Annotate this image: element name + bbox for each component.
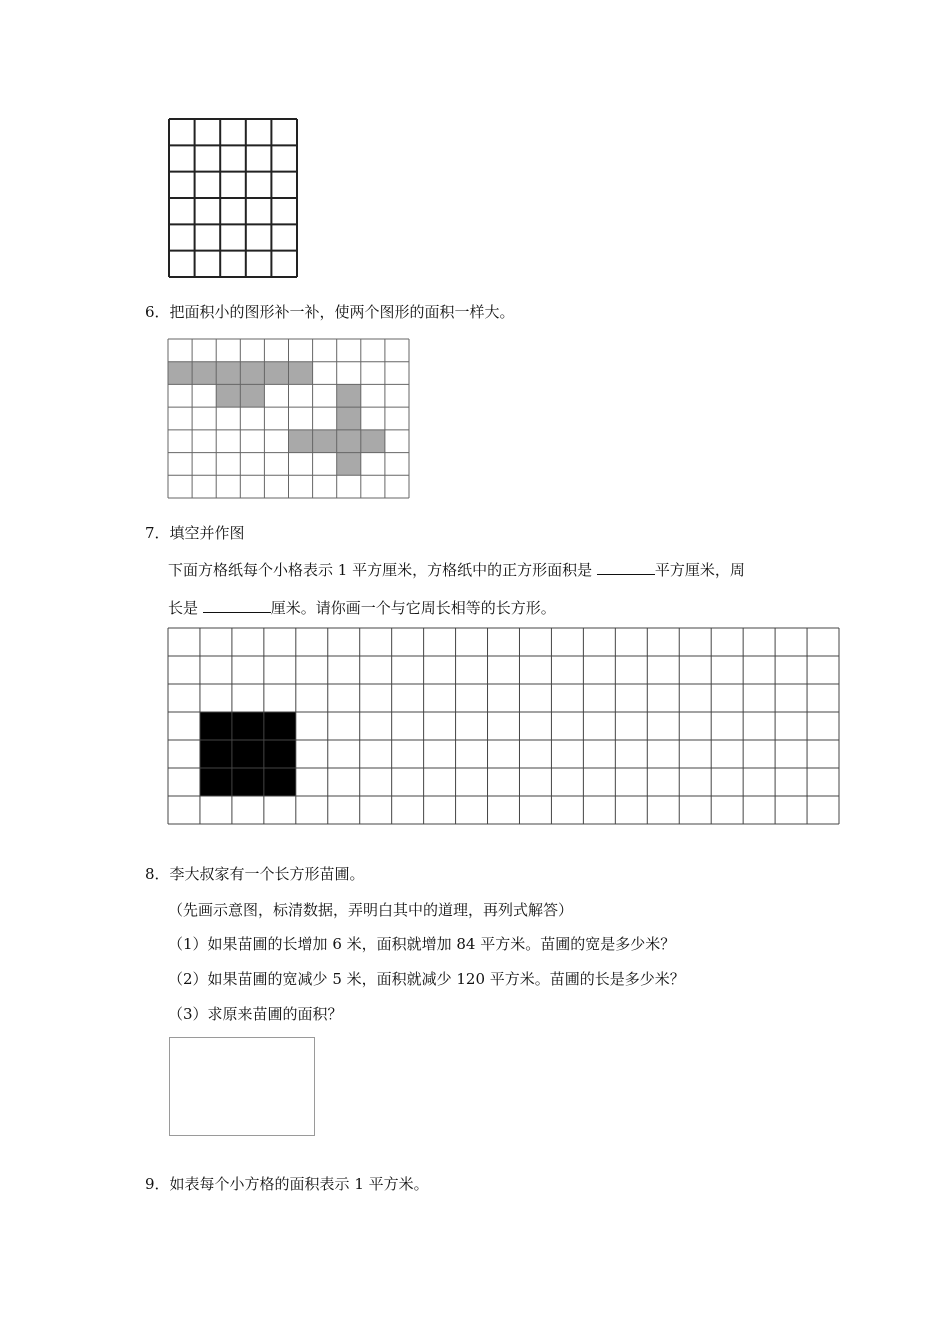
- question-6-grid-figure: [168, 339, 409, 498]
- question-8-note: （先画示意图，标清数据，弄明白其中的道理，再列式解答）: [168, 901, 574, 919]
- q6-grid-shaded-cell: [264, 362, 288, 385]
- question-8-sub-3: （3）求原来苗圃的面积？: [168, 1005, 343, 1023]
- question-8-sub-2: （2）如果苗圃的宽减少 5 米，面积就减少 120 平方米。苗圃的长是多少米？: [168, 970, 685, 988]
- question-8-sketch-box: [169, 1037, 315, 1136]
- q6-grid-shaded-cell: [361, 430, 385, 453]
- q6-grid-shaded-cell: [289, 430, 313, 453]
- top-grid-figure: [169, 119, 297, 277]
- area-answer-blank[interactable]: [597, 558, 655, 575]
- q7-grid-shaded-cell: [264, 768, 296, 796]
- q6-grid-shaded-cell: [192, 362, 216, 385]
- question-9-number: 9．: [145, 1175, 170, 1193]
- q6-grid-shaded-cell: [289, 362, 313, 385]
- question-8-sub-1: （1）如果苗圃的长增加 6 米，面积就增加 84 平方米。苗圃的宽是多少米？: [168, 935, 676, 953]
- q6-grid-shaded-cell: [313, 430, 337, 453]
- question-7-line-2: [168, 596, 556, 618]
- q7-grid-shaded-cell: [232, 768, 264, 796]
- question-8-title: 李大叔家有一个长方形苗圃。: [169, 865, 365, 883]
- q6-grid-shaded-cell: [216, 384, 240, 407]
- question-8-number: 8．: [145, 865, 170, 883]
- question-7-title: 填空并作图: [169, 524, 245, 542]
- question-6-text: 把面积小的图形补一补，使两个图形的面积一样大。: [169, 303, 515, 321]
- question-7-text-a: 下面方格纸每个小格表示 1 平方厘米，方格纸中的正方形面积是: [168, 561, 597, 579]
- q7-grid-shaded-cell: [200, 712, 232, 740]
- question-9: [145, 1174, 429, 1194]
- question-7-grid-figure: [168, 628, 839, 824]
- q6-grid-shaded-cell: [168, 362, 192, 385]
- question-7-text-c: 长是: [168, 599, 203, 617]
- q7-grid-shaded-cell: [200, 768, 232, 796]
- q7-grid-shaded-cell: [264, 740, 296, 768]
- q6-grid-shaded-cell: [337, 384, 361, 407]
- q7-grid-shaded-cell: [264, 712, 296, 740]
- question-7-number: 7．: [145, 524, 170, 542]
- q6-grid-shaded-cell: [337, 430, 361, 453]
- question-7-text-b: 平方厘米，周: [654, 561, 745, 579]
- q6-grid-shaded-cell: [216, 362, 240, 385]
- q6-grid-shaded-cell: [337, 407, 361, 430]
- q7-grid-shaded-cell: [232, 740, 264, 768]
- perimeter-answer-blank[interactable]: [203, 596, 271, 613]
- question-7-text-d: 厘米。请你画一个与它周长相等的长方形。: [270, 599, 556, 617]
- q6-grid-shaded-cell: [240, 384, 264, 407]
- q6-grid-shaded-cell: [337, 453, 361, 476]
- question-7-line-1: [168, 558, 745, 580]
- q7-grid-shaded-cell: [232, 712, 264, 740]
- q6-grid-shaded-cell: [240, 362, 264, 385]
- question-8-heading: [145, 864, 365, 884]
- question-6-number: 6．: [145, 303, 170, 321]
- q7-grid-shaded-cell: [200, 740, 232, 768]
- question-7-heading: [145, 523, 245, 543]
- question-9-text: 如表每个小方格的面积表示 1 平方米。: [169, 1175, 429, 1193]
- question-6: [145, 302, 515, 322]
